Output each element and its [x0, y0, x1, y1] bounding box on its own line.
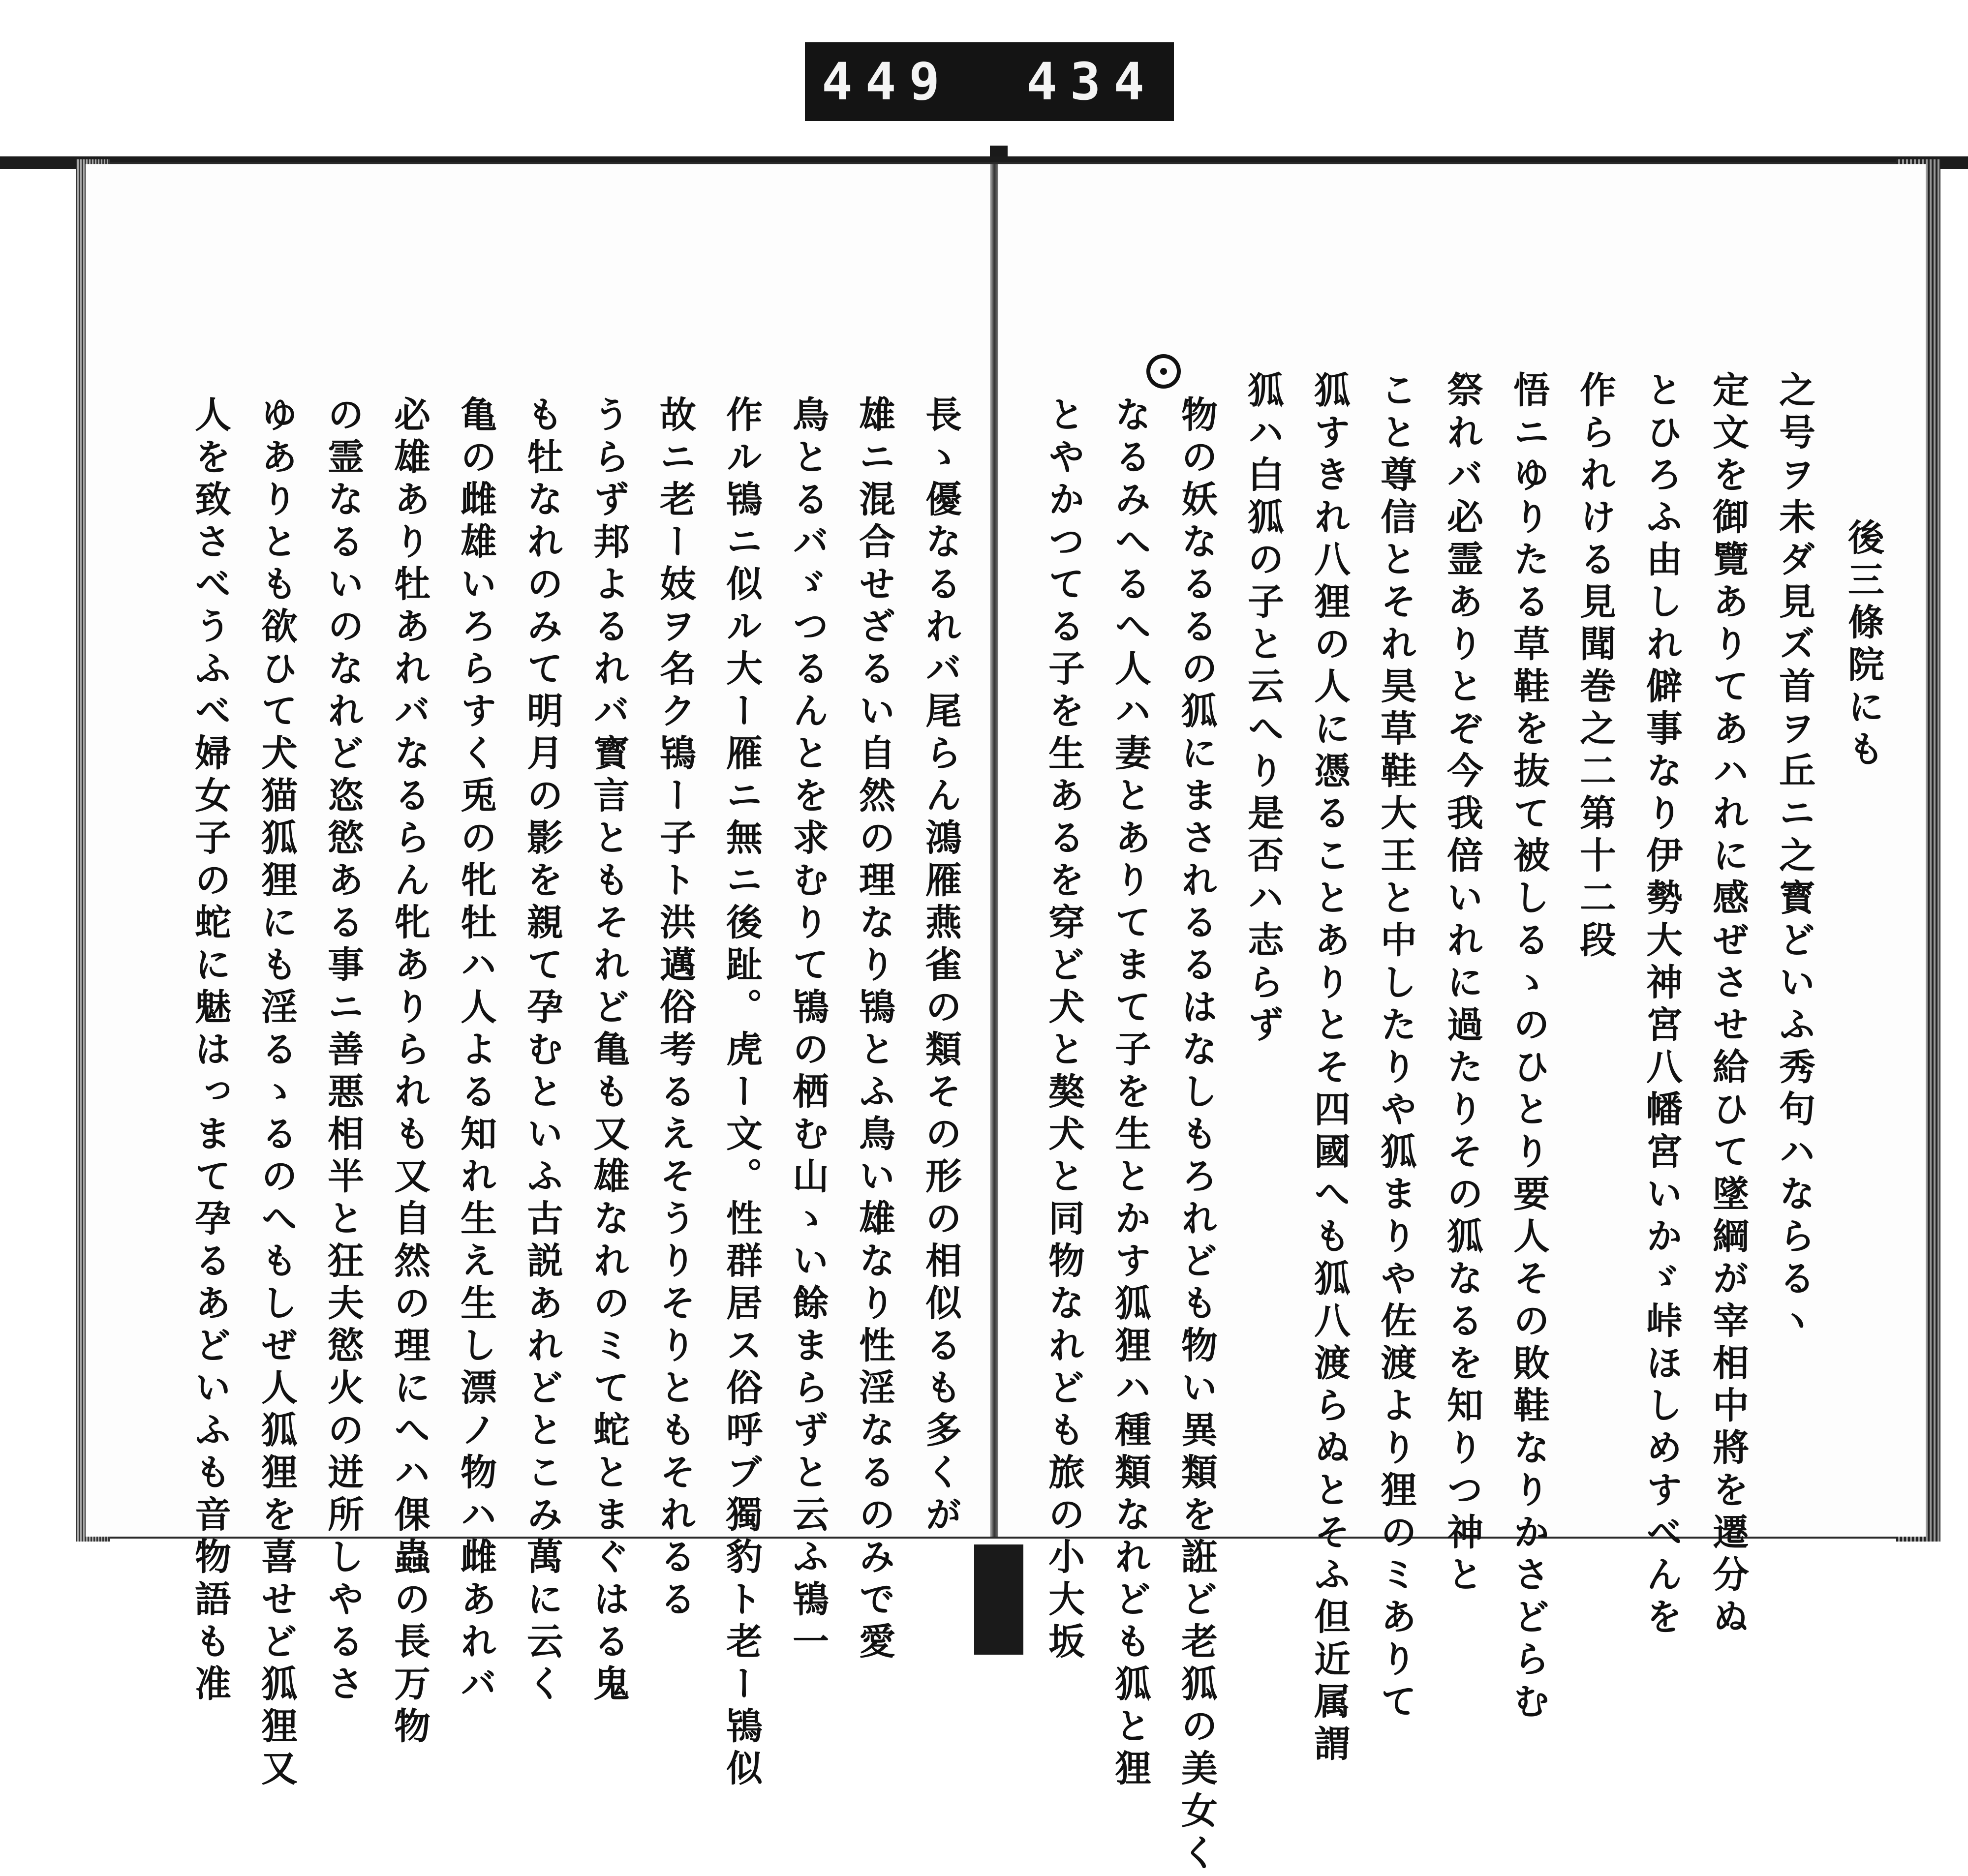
left-column-12: 人を致さべうふべ婦女子の蛇に魅はっまて孕るあどいふも音物語も准: [189, 395, 231, 1707]
spine-bottom: [974, 1544, 1023, 1655]
frame-number-label: [805, 42, 1174, 121]
frame-number-left: 449: [822, 52, 953, 112]
right-column-5: 悟ニゆりたる草鞋を抜て被しるゝのひとり要人その敗鞋なりかさどらむ: [1507, 371, 1550, 1725]
left-page: [86, 164, 993, 1791]
right-column-1b: 之号ヲ未ダ見ズ首ヲ丘ニ之寳どいふ秀句ハならるヽ: [1773, 371, 1815, 1344]
section-marker-circle: [1146, 354, 1181, 389]
left-column-6: うらず邦よるれバ寳言ともそれど亀も又雄なれのミて蛇とまぐはる鬼: [587, 395, 630, 1707]
left-column-11: ゆありとも欲ひて犬猫狐狸にも淫るゝるのへもしぜ人狐狸を喜せど狐狸又: [255, 395, 298, 1791]
right-column-8: 狐すきれ八狸の人に憑ることありとそ四國へも狐八渡らぬとそふ但近属謂: [1308, 371, 1351, 1767]
section-column-3: とやかつてる子を生あるを穿ど犬と獒犬と同物なれども旅の小大坂: [1043, 395, 1085, 1664]
right-column-3: とひろふ由しれ僻事なり伊勢大神宮八幡宮いかゞ峠ほしめすべんを: [1640, 371, 1683, 1640]
right-header: 後三條院にも: [1842, 518, 1884, 772]
left-column-10: の霊なるいのなれど恣慾ある事ニ善悪相半と狂夫慾火の迸所しやるさ: [322, 395, 364, 1707]
frame-number-right: 434: [1026, 52, 1157, 112]
right-column-6: 祭れバ必霊ありとぞ今我倍いれに過たりその狐なるを知りつ神と: [1441, 371, 1483, 1598]
left-column-3: 鳥とるバゞつるんとを求むりて鴇の栖む山ゝい餘まらずと云ふ鴇一: [787, 395, 829, 1664]
left-column-8: 亀の雌雄いろらすく兎の牝牡ハ人よる知れ生え生し漂ノ物ハ雌あれバ: [455, 395, 497, 1707]
left-column-2: 雄ニ混合せざるい自然の理なり鴇とふ鳥い雄なり性淫なるのみで愛: [853, 395, 895, 1664]
left-column-4: 作ル鴇ニ似ル大ー雁ニ無ニ後趾。虎ー文。性群居ス俗呼ブ獨豹ト老ー鴇似: [720, 395, 763, 1791]
right-page: [998, 164, 1926, 1876]
right-column-2: 定文を御覽ありてあハれに感ぜさせ給ひて墜綱が宰相中將を遷分ぬ: [1707, 371, 1749, 1640]
section-column-1: 物の妖なるるの狐にまされるるはなしもろれども物い異類を誑ど老狐の美女く: [1175, 395, 1218, 1876]
right-column-7: こと尊信とそれ昊草鞋大王と中したりや狐まりや佐渡より狸のミありて: [1375, 371, 1417, 1725]
left-column-7: も牡なれのみて明月の影を親て孕むといふ古説あれどとこみ萬に云く: [521, 395, 563, 1707]
section-column-2: なるみへるへ人ハ妻とありてまて子を生とかす狐狸ハ種類なれども狐と狸: [1109, 395, 1151, 1791]
left-column-1: 長ゝ優なるれバ尾らん鴻雁燕雀の類その形の相似るも多くが: [920, 395, 962, 1538]
left-column-9: 必雄あり牡あれバなるらん牝ありられも又自然の理にへハ倮蟲の長万物: [388, 395, 430, 1749]
left-column-5: 故ニ老ー妓ヲ名ク鴇ー子ト洪邁俗考るえそうりそりともそれるる: [654, 395, 696, 1622]
right-column-4: 作られける見聞巻之二第十二段: [1574, 371, 1616, 963]
right-column-9: 狐ハ白狐の子と云へり是否ハ志らず: [1242, 371, 1284, 1048]
open-book: [84, 162, 1928, 1876]
